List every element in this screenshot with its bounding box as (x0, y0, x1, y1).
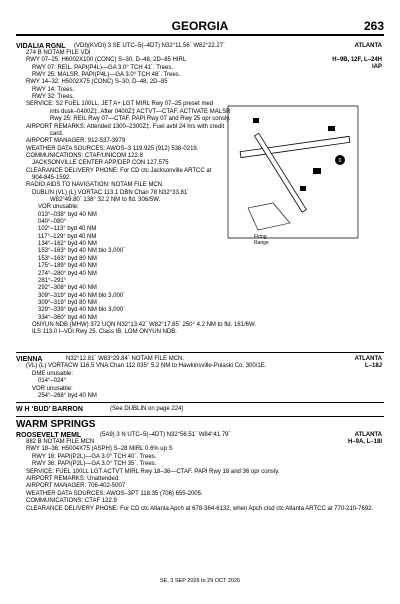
entry-line: 329°–339° byd 40 NM blo 3,000´ (38, 307, 126, 314)
firing-range-area (248, 203, 290, 230)
entry-line: COMMUNICATIONS: CTAF/UNICOM 122.8 (26, 152, 143, 159)
entry-line: 274°–280° byd 40 NM (38, 270, 97, 277)
entry-line: 292°–308° byd 40 NM (38, 285, 97, 292)
entry-line: JACKSONVILLE CENTER APP/DEP CON 127.575 (32, 160, 169, 167)
entry-line: AIRPORT MANAGER: 706-402-5007 (26, 483, 126, 490)
warm-springs-city: WARM SPRINGS (16, 419, 96, 430)
vidalia-title: VIDALIA RGNL (16, 43, 66, 50)
vidalia-iap: IAP (371, 64, 382, 70)
entry-separator (16, 352, 384, 353)
entry-line: 153°–163° byd 80 NM (38, 255, 97, 262)
firing-range-label: Firing Range (254, 234, 269, 246)
entry-line: 014°–024° (38, 378, 67, 385)
entry-line: WEATHER DATA SOURCES: AWOS–3PT 118.35 (706) 655-2005. (26, 490, 203, 497)
vidalia-chart-refs: H–9B, 12F, L–24H (332, 57, 382, 63)
entry-line: 882 B NOTAM FILE MCN (26, 439, 95, 445)
entry-line: RWY 07–25: H6002X100 (CONC) S–30, D–48, 2D–85 HIRL (26, 57, 187, 64)
entry-line: CLEARANCE DELIVERY PHONE: For CD ctc Jacksonville ARTCC at (26, 167, 212, 174)
svg-text:6: 6 (338, 158, 342, 164)
entry-separator (16, 402, 384, 403)
wh-barron-note: (See DUBLIN on page 224) (110, 406, 184, 412)
entry-line: 134°–162° byd 40 NM (38, 241, 97, 248)
wh-barron-title: W H ‘BUD’ BARRON (16, 406, 83, 413)
entry-line: 334°–360° byd 40 NM (38, 314, 97, 321)
entry-line: 281°–291° (38, 277, 67, 284)
entry-line: 153°–163° byd 40 NM blo 3,000´ (38, 248, 126, 255)
entry-line: ILS 113.0 I–VDI Rwy 25. Class IB. LOM ONYUN NDB. (32, 329, 177, 336)
entry-line: RWY 14: Trees. (32, 86, 75, 93)
entry-line: 904-845-1592. (32, 174, 72, 181)
entry-line: 254°–268° byd 40 NM (38, 393, 97, 399)
entry-line: AIRPORT REMARKS: Attended 1300–2300Z‡. Fuel avbl 24 hrs with credit (26, 123, 225, 130)
entry-line: COMMUNICATIONS: CTAF 122.9 (26, 498, 117, 505)
entry-line: VOR unusable: (32, 385, 73, 392)
page-footer: SE, 3 SEP 2026 to 29 OCT 2026 (159, 578, 241, 584)
vidalia-ident-line: (VDI)(KVDI) 3 SE UTC–5(–4DT) N32°11.56´ W82°22.27´ (74, 43, 226, 49)
entry-line: AIRPORT REMARKS: Unattended. (26, 476, 120, 482)
vienna-chart-refs: L–18J (364, 363, 382, 369)
entry-line: 040°–080° (38, 219, 67, 226)
entry-line: CLEARANCE DELIVERY PHONE: For CD ctc Atlanta Apch at 678-364-6132, when Apch clsd ctc Atlanta ARTCC at 770-210-7692. (26, 505, 374, 512)
entry-line: ints dusk–0400Z‡. After 0400Z‡ ACTVT—CTAF. ACTIVATE MALSR (50, 108, 231, 115)
entry-line: RWY 36: PAPI(P2L)—GA 3.0° TCH 35´. Trees. (32, 461, 157, 468)
entry-line: RADIO AIDS TO NAVIGATION: NOTAM FILE MCN. (26, 182, 164, 189)
vidalia-region: ATLANTA (354, 43, 382, 49)
entry-line: VOR unusable: (38, 204, 79, 211)
roosevelt-chart-refs: H–9A, L–18I (347, 439, 382, 445)
entry-line: (VL) (L) VORTACW 116.5 VNA Chan 112 035° 5.2 NM to Hawkinsville-Pulaski Co. 300/1E. (26, 363, 267, 370)
entry-line: 102°–113° byd 40 NM (38, 226, 97, 233)
entry-line: AIRPORT MANAGER: 912-537-3979 (26, 138, 126, 145)
vidalia-airport-diagram (218, 98, 368, 250)
entry-line: RWY 18: PAPI(P2L)—GA 3.0° TCH 40´. Trees. (32, 453, 157, 460)
entry-line: RWY 07: REIL. PAPI(P4L)—GA 3.0° TCH 41´. Trees. (32, 64, 174, 71)
entry-line: 013°–038° byd 40 NM (38, 211, 97, 218)
entry-line: Rwy 25; REIL Rwy 07—CTAF. PAPI Rwy 07 and Rwy 25 opr consly. (50, 116, 231, 123)
entry-line: RWY 25: MALSR. PAPI(P4L)—GA 3.0° TCH 48´. Trees. (32, 72, 181, 79)
entry-line: DME unusable: (32, 370, 74, 377)
entry-line: RWY 14–32: H5002X75 (CONC) S–30, D–48, 2D–85 (26, 79, 168, 86)
entry-line: WEATHER DATA SOURCES: AWOS–3 119.925 (912) 538-0219. (26, 145, 199, 152)
roosevelt-region: ATLANTA (354, 432, 382, 438)
entry-line: DUBLIN (VL) (L) VORTAC 113.1 DBN Chan 78 N32°33.81´ (32, 189, 190, 196)
roosevelt-ident-line: (5A9) 3 N UTC–5(–4DT) N32°56.51´ W84°41.79´ (100, 432, 231, 438)
entry-line: 274 B NOTAM FILE VDI (26, 50, 91, 56)
entry-line: card. (50, 130, 64, 137)
entry-line: SERVICE: FUEL 100LL LGT ACTVT MIRL Rwy 18–36—CTAF. PAPI Rwy 18 and 36 opr consly. (26, 468, 280, 475)
entry-line: 309°–319° byd 40 NM blo 3,000´ (38, 292, 126, 299)
entry-line: 175°–189° byd 40 NM (38, 263, 97, 270)
entry-line: RWY 32: Trees. (32, 94, 75, 101)
page-header (16, 20, 384, 36)
entry-line: SERVICE: S2 FUEL 100LL, JET A+ LGT MIRL Rwy 07–25 preset med (26, 101, 214, 108)
roosevelt-title: ROOSEVELT MEML (16, 432, 82, 439)
entry-separator (16, 416, 384, 417)
entry-line: ONYUN NDB (MHW) 372 UQN N32°13.42´ W82°17.85´ 250° 4.2 NM to fld. 161/6W. (32, 321, 256, 328)
entry-line: W82°49.80´ 138° 32.2 NM to fld. 306/5W. (50, 197, 161, 203)
entry-line: N32°12.81´ W83°29.84´ NOTAM FILE MCN. (66, 356, 185, 362)
vienna-title: VIENNA (16, 356, 43, 363)
vienna-region: ATLANTA (354, 356, 382, 362)
entry-line: 309°–319° byd 80 NM (38, 299, 97, 306)
entry-line: RWY 18–36: H5004X75 (ASPH) S–28 MIRL 0.6% up S (26, 446, 173, 453)
page-number: 263 (363, 19, 384, 33)
entry-line: 117°–129° byd 40 NM (38, 233, 97, 240)
state-title: GEORGIA (171, 19, 229, 33)
